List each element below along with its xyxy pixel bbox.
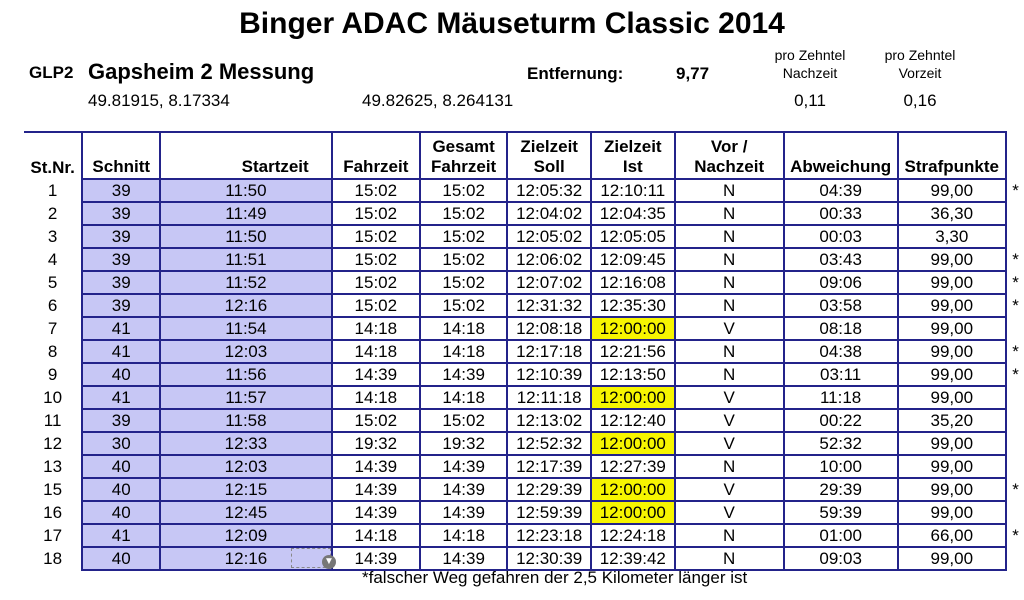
cell-abweichung: 08:18 bbox=[784, 317, 898, 340]
cell-vor-nachzeit: N bbox=[675, 455, 784, 478]
cell-gesamt-fahrzeit: 14:39 bbox=[420, 363, 507, 386]
cell-abweichung: 00:22 bbox=[784, 409, 898, 432]
cell-mark bbox=[1006, 547, 1024, 570]
cell-fahrzeit: 15:02 bbox=[332, 202, 420, 225]
cell-stnr: 5 bbox=[24, 271, 82, 294]
col-soll-line2: Soll bbox=[533, 157, 565, 176]
cell-mark: * bbox=[1012, 273, 1019, 292]
col-vn-line2: Nachzeit bbox=[694, 157, 765, 176]
cell-zielzeit-soll: 12:31:32 bbox=[507, 294, 591, 317]
cell-zielzeit-ist: 12:00:00 bbox=[591, 317, 675, 340]
cell-startzeit: 12:03 bbox=[160, 340, 332, 363]
cell-zielzeit-soll: 12:08:18 bbox=[507, 317, 591, 340]
cell-abweichung: 09:03 bbox=[784, 547, 898, 570]
col-vor-nachzeit bbox=[675, 132, 784, 179]
col-startzeit: Startzeit bbox=[160, 132, 332, 179]
cell-schnitt: 41 bbox=[82, 386, 160, 409]
cell-strafpunkte: 36,30 bbox=[898, 202, 1006, 225]
cell-strafpunkte: 99,00 bbox=[898, 294, 1006, 317]
cell-schnitt: 40 bbox=[82, 547, 160, 570]
col-mark bbox=[1006, 132, 1024, 179]
cell-stnr: 15 bbox=[24, 478, 82, 501]
cell-abweichung: 10:00 bbox=[784, 455, 898, 478]
cell-strafpunkte: 99,00 bbox=[898, 386, 1006, 409]
cell-vor-nachzeit: N bbox=[675, 524, 784, 547]
cell-gesamt-fahrzeit: 14:18 bbox=[420, 340, 507, 363]
cell-schnitt: 39 bbox=[82, 248, 160, 271]
table-row bbox=[24, 317, 1024, 340]
cell-schnitt: 41 bbox=[82, 317, 160, 340]
cell-zielzeit-ist: 12:39:42 bbox=[591, 547, 675, 570]
cell-zielzeit-soll: 12:13:02 bbox=[507, 409, 591, 432]
cell-mark bbox=[1006, 455, 1024, 478]
cell-stnr: 9 bbox=[24, 363, 82, 386]
table-row bbox=[24, 225, 1024, 248]
cell-gesamt-fahrzeit: 19:32 bbox=[420, 432, 507, 455]
cell-fahrzeit: 15:02 bbox=[332, 225, 420, 248]
cell-schnitt: 39 bbox=[82, 271, 160, 294]
cell-vor-nachzeit: N bbox=[675, 225, 784, 248]
table-row bbox=[24, 340, 1024, 363]
cell-fahrzeit: 15:02 bbox=[332, 248, 420, 271]
col-ist-line1: Zielzeit bbox=[603, 137, 662, 156]
cell-abweichung: 03:43 bbox=[784, 248, 898, 271]
cell-gesamt-fahrzeit: 15:02 bbox=[420, 179, 507, 202]
table-body bbox=[24, 179, 1024, 570]
cell-zielzeit-ist: 12:09:45 bbox=[591, 248, 675, 271]
cell-stnr: 13 bbox=[24, 455, 82, 478]
cell-schnitt: 39 bbox=[82, 202, 160, 225]
cell-zielzeit-soll: 12:52:32 bbox=[507, 432, 591, 455]
cell-gesamt-fahrzeit: 15:02 bbox=[420, 271, 507, 294]
cell-gesamt-fahrzeit: 14:18 bbox=[420, 524, 507, 547]
cell-gesamt-fahrzeit: 15:02 bbox=[420, 225, 507, 248]
cell-mark bbox=[1006, 202, 1024, 225]
cell-schnitt: 40 bbox=[82, 478, 160, 501]
cell-vor-nachzeit: V bbox=[675, 478, 784, 501]
cell-startzeit: 11:49 bbox=[160, 202, 332, 225]
cell-mark bbox=[1006, 409, 1024, 432]
col-gesamt-line1: Gesamt bbox=[432, 137, 495, 156]
table-row bbox=[24, 455, 1024, 478]
cell-mark: * bbox=[1012, 296, 1019, 315]
cell-fahrzeit: 15:02 bbox=[332, 179, 420, 202]
cell-zielzeit-soll: 12:17:18 bbox=[507, 340, 591, 363]
cell-zielzeit-ist: 12:27:39 bbox=[591, 455, 675, 478]
table-row bbox=[24, 501, 1024, 524]
cell-stnr: 2 bbox=[24, 202, 82, 225]
cell-vor-nachzeit: V bbox=[675, 501, 784, 524]
cell-stnr: 16 bbox=[24, 501, 82, 524]
cell-abweichung: 52:32 bbox=[784, 432, 898, 455]
cell-abweichung: 03:58 bbox=[784, 294, 898, 317]
cell-schnitt: 39 bbox=[82, 409, 160, 432]
cell-fahrzeit: 15:02 bbox=[332, 271, 420, 294]
cell-stnr: 1 bbox=[24, 179, 82, 202]
table-row bbox=[24, 363, 1024, 386]
cell-startzeit: 12:09 bbox=[160, 524, 332, 547]
cell-schnitt: 39 bbox=[82, 179, 160, 202]
late-rate-header bbox=[760, 46, 860, 82]
cell-vor-nachzeit: N bbox=[675, 340, 784, 363]
cell-vor-nachzeit: N bbox=[675, 547, 784, 570]
cell-stnr: 11 bbox=[24, 409, 82, 432]
cell-gesamt-fahrzeit: 14:18 bbox=[420, 386, 507, 409]
stage-code: GLP2 bbox=[29, 63, 74, 82]
table-row bbox=[24, 547, 1024, 570]
cell-mark bbox=[1006, 225, 1024, 248]
cell-fahrzeit: 14:18 bbox=[332, 386, 420, 409]
cell-strafpunkte: 3,30 bbox=[898, 225, 1006, 248]
cell-abweichung: 59:39 bbox=[784, 501, 898, 524]
cell-strafpunkte: 99,00 bbox=[898, 363, 1006, 386]
table-row bbox=[24, 248, 1024, 271]
cell-abweichung: 04:39 bbox=[784, 179, 898, 202]
cell-mark bbox=[1006, 386, 1024, 409]
cell-abweichung: 09:06 bbox=[784, 271, 898, 294]
cell-gesamt-fahrzeit: 14:39 bbox=[420, 547, 507, 570]
cell-abweichung: 29:39 bbox=[784, 478, 898, 501]
table-row bbox=[24, 179, 1024, 202]
cell-zielzeit-soll: 12:23:18 bbox=[507, 524, 591, 547]
cell-abweichung: 00:33 bbox=[784, 202, 898, 225]
cell-fahrzeit: 14:39 bbox=[332, 455, 420, 478]
col-zielzeit-soll bbox=[507, 132, 591, 179]
cell-fahrzeit: 15:02 bbox=[332, 409, 420, 432]
cell-zielzeit-soll: 12:05:32 bbox=[507, 179, 591, 202]
drag-handle-icon[interactable]: ▼ bbox=[322, 555, 336, 569]
early-rate-value: 0,16 bbox=[903, 91, 937, 110]
cell-fahrzeit: 14:39 bbox=[332, 547, 420, 570]
cell-abweichung: 03:11 bbox=[784, 363, 898, 386]
cell-schnitt: 40 bbox=[82, 455, 160, 478]
cell-vor-nachzeit: V bbox=[675, 386, 784, 409]
cell-mark: * bbox=[1012, 181, 1019, 200]
cell-zielzeit-ist: 12:00:00 bbox=[591, 478, 675, 501]
cell-fahrzeit: 14:18 bbox=[332, 524, 420, 547]
distance-value: 9,77 bbox=[676, 64, 710, 83]
cell-gesamt-fahrzeit: 14:39 bbox=[420, 478, 507, 501]
cell-startzeit: 12:15 bbox=[160, 478, 332, 501]
cell-abweichung: 11:18 bbox=[784, 386, 898, 409]
cell-fahrzeit: 19:32 bbox=[332, 432, 420, 455]
cell-zielzeit-ist: 12:16:08 bbox=[591, 271, 675, 294]
col-soll-line1: Zielzeit bbox=[520, 137, 578, 156]
page-title: Binger ADAC Mäuseturm Classic 2014 bbox=[239, 7, 785, 40]
cell-strafpunkte: 99,00 bbox=[898, 547, 1006, 570]
cell-mark: * bbox=[1012, 250, 1019, 269]
cell-zielzeit-ist: 12:35:30 bbox=[591, 294, 675, 317]
cell-gesamt-fahrzeit: 15:02 bbox=[420, 294, 507, 317]
cell-startzeit: 11:51 bbox=[160, 248, 332, 271]
start-coordinates: 49.81915, 8.17334 bbox=[88, 91, 230, 110]
cell-startzeit: 12:33 bbox=[160, 432, 332, 455]
cell-stnr: 3 bbox=[24, 225, 82, 248]
cell-zielzeit-ist: 12:04:35 bbox=[591, 202, 675, 225]
footnote: *falscher Weg gefahren der 2,5 Kilometer länger ist bbox=[362, 568, 748, 587]
cell-gesamt-fahrzeit: 15:02 bbox=[420, 202, 507, 225]
cell-zielzeit-soll: 12:05:02 bbox=[507, 225, 591, 248]
cell-zielzeit-soll: 12:04:02 bbox=[507, 202, 591, 225]
cell-fahrzeit: 14:18 bbox=[332, 317, 420, 340]
cell-zielzeit-ist: 12:12:40 bbox=[591, 409, 675, 432]
cell-stnr: 10 bbox=[24, 386, 82, 409]
cell-vor-nachzeit: N bbox=[675, 363, 784, 386]
cell-startzeit: 11:56 bbox=[160, 363, 332, 386]
cell-startzeit: 12:03 bbox=[160, 455, 332, 478]
cell-gesamt-fahrzeit: 14:39 bbox=[420, 455, 507, 478]
cell-stnr: 8 bbox=[24, 340, 82, 363]
cell-mark: * bbox=[1012, 342, 1019, 361]
cell-startzeit: 11:54 bbox=[160, 317, 332, 340]
col-abweichung: Abweichung bbox=[784, 132, 898, 179]
cell-abweichung: 00:03 bbox=[784, 225, 898, 248]
cell-schnitt: 40 bbox=[82, 363, 160, 386]
cell-vor-nachzeit: V bbox=[675, 409, 784, 432]
late-rate-label-1: pro Zehntel bbox=[774, 47, 846, 63]
early-rate-label-2: Vorzeit bbox=[898, 65, 942, 81]
cell-mark bbox=[1006, 501, 1024, 524]
cell-strafpunkte: 66,00 bbox=[898, 524, 1006, 547]
cell-zielzeit-soll: 12:29:39 bbox=[507, 478, 591, 501]
col-schnitt: Schnitt bbox=[82, 132, 160, 179]
cell-stnr: 12 bbox=[24, 432, 82, 455]
early-rate-header bbox=[870, 46, 970, 82]
cell-fahrzeit: 14:39 bbox=[332, 478, 420, 501]
table-row bbox=[24, 202, 1024, 225]
table-header-row bbox=[24, 132, 1024, 179]
cell-schnitt: 30 bbox=[82, 432, 160, 455]
cell-strafpunkte: 99,00 bbox=[898, 455, 1006, 478]
cell-startzeit: 12:45 bbox=[160, 501, 332, 524]
cell-gesamt-fahrzeit: 14:39 bbox=[420, 501, 507, 524]
cell-mark: * bbox=[1012, 526, 1019, 545]
cell-schnitt: 41 bbox=[82, 524, 160, 547]
cell-zielzeit-ist: 12:13:50 bbox=[591, 363, 675, 386]
cell-strafpunkte: 99,00 bbox=[898, 432, 1006, 455]
cell-zielzeit-ist: 12:00:00 bbox=[591, 501, 675, 524]
col-vn-line1: Vor / bbox=[710, 137, 748, 156]
cell-zielzeit-ist: 12:24:18 bbox=[591, 524, 675, 547]
cell-vor-nachzeit: V bbox=[675, 317, 784, 340]
cell-fahrzeit: 14:39 bbox=[332, 501, 420, 524]
cell-zielzeit-soll: 12:59:39 bbox=[507, 501, 591, 524]
cell-strafpunkte: 99,00 bbox=[898, 340, 1006, 363]
cell-mark: * bbox=[1012, 365, 1019, 384]
col-stnr: St.Nr. bbox=[24, 132, 82, 179]
cell-zielzeit-soll: 12:30:39 bbox=[507, 547, 591, 570]
cell-stnr: 7 bbox=[24, 317, 82, 340]
cell-mark bbox=[1006, 317, 1024, 340]
early-rate-label-1: pro Zehntel bbox=[884, 47, 956, 63]
cell-fahrzeit: 14:39 bbox=[332, 363, 420, 386]
cell-schnitt: 39 bbox=[82, 225, 160, 248]
cell-gesamt-fahrzeit: 15:02 bbox=[420, 409, 507, 432]
cell-startzeit: 11:57 bbox=[160, 386, 332, 409]
cell-startzeit: 11:50 bbox=[160, 179, 332, 202]
col-fahrzeit: Fahrzeit bbox=[332, 132, 420, 179]
table-row bbox=[24, 478, 1024, 501]
cell-vor-nachzeit: N bbox=[675, 248, 784, 271]
cell-strafpunkte: 99,00 bbox=[898, 248, 1006, 271]
cell-gesamt-fahrzeit: 15:02 bbox=[420, 248, 507, 271]
cell-startzeit: 12:16 bbox=[160, 294, 332, 317]
cell-schnitt: 40 bbox=[82, 501, 160, 524]
cell-strafpunkte: 35,20 bbox=[898, 409, 1006, 432]
cell-vor-nachzeit: V bbox=[675, 432, 784, 455]
cell-zielzeit-ist: 12:00:00 bbox=[591, 432, 675, 455]
cell-vor-nachzeit: N bbox=[675, 179, 784, 202]
cell-startzeit: 12:16 bbox=[160, 547, 332, 570]
cell-stnr: 17 bbox=[24, 524, 82, 547]
cell-vor-nachzeit: N bbox=[675, 271, 784, 294]
col-ist-line2: Ist bbox=[622, 157, 643, 176]
cell-mark: * bbox=[1012, 480, 1019, 499]
cell-startzeit: 11:58 bbox=[160, 409, 332, 432]
cell-stnr: 6 bbox=[24, 294, 82, 317]
cell-gesamt-fahrzeit: 14:18 bbox=[420, 317, 507, 340]
cell-startzeit: 11:52 bbox=[160, 271, 332, 294]
cell-vor-nachzeit: N bbox=[675, 202, 784, 225]
cell-zielzeit-soll: 12:17:39 bbox=[507, 455, 591, 478]
cell-zielzeit-soll: 12:06:02 bbox=[507, 248, 591, 271]
cell-zielzeit-ist: 12:00:00 bbox=[591, 386, 675, 409]
cell-vor-nachzeit: N bbox=[675, 294, 784, 317]
cell-strafpunkte: 99,00 bbox=[898, 317, 1006, 340]
table-row bbox=[24, 409, 1024, 432]
cell-zielzeit-soll: 12:07:02 bbox=[507, 271, 591, 294]
end-coordinates: 49.82625, 8.264131 bbox=[362, 91, 514, 110]
cell-strafpunkte: 99,00 bbox=[898, 179, 1006, 202]
cell-stnr: 4 bbox=[24, 248, 82, 271]
cell-startzeit: 11:50 bbox=[160, 225, 332, 248]
cell-strafpunkte: 99,00 bbox=[898, 501, 1006, 524]
late-rate-value: 0,11 bbox=[794, 91, 826, 110]
col-zielzeit-ist bbox=[591, 132, 675, 179]
results-table bbox=[24, 131, 1024, 571]
cell-schnitt: 39 bbox=[82, 294, 160, 317]
cell-zielzeit-soll: 12:11:18 bbox=[507, 386, 591, 409]
cell-stnr: 18 bbox=[24, 547, 82, 570]
cell-zielzeit-ist: 12:21:56 bbox=[591, 340, 675, 363]
cell-strafpunkte: 99,00 bbox=[898, 478, 1006, 501]
cell-strafpunkte: 99,00 bbox=[898, 271, 1006, 294]
cell-zielzeit-ist: 12:10:11 bbox=[591, 179, 675, 202]
cell-fahrzeit: 14:18 bbox=[332, 340, 420, 363]
cell-zielzeit-ist: 12:05:05 bbox=[591, 225, 675, 248]
cell-abweichung: 04:38 bbox=[784, 340, 898, 363]
table-row bbox=[24, 271, 1024, 294]
col-strafpunkte: Strafpunkte bbox=[898, 132, 1006, 179]
late-rate-label-2: Nachzeit bbox=[782, 65, 838, 81]
table-row bbox=[24, 524, 1024, 547]
distance-label: Entfernung: bbox=[527, 64, 624, 83]
table-row bbox=[24, 294, 1024, 317]
col-gesamt-line2: Fahrzeit bbox=[431, 157, 497, 176]
table-row bbox=[24, 432, 1024, 455]
col-gesamt-fahrzeit bbox=[420, 132, 507, 179]
table-row bbox=[24, 386, 1024, 409]
cell-zielzeit-soll: 12:10:39 bbox=[507, 363, 591, 386]
cell-abweichung: 01:00 bbox=[784, 524, 898, 547]
cell-mark bbox=[1006, 432, 1024, 455]
cell-schnitt: 41 bbox=[82, 340, 160, 363]
cell-fahrzeit: 15:02 bbox=[332, 294, 420, 317]
stage-name: Gapsheim 2 Messung bbox=[88, 59, 315, 84]
